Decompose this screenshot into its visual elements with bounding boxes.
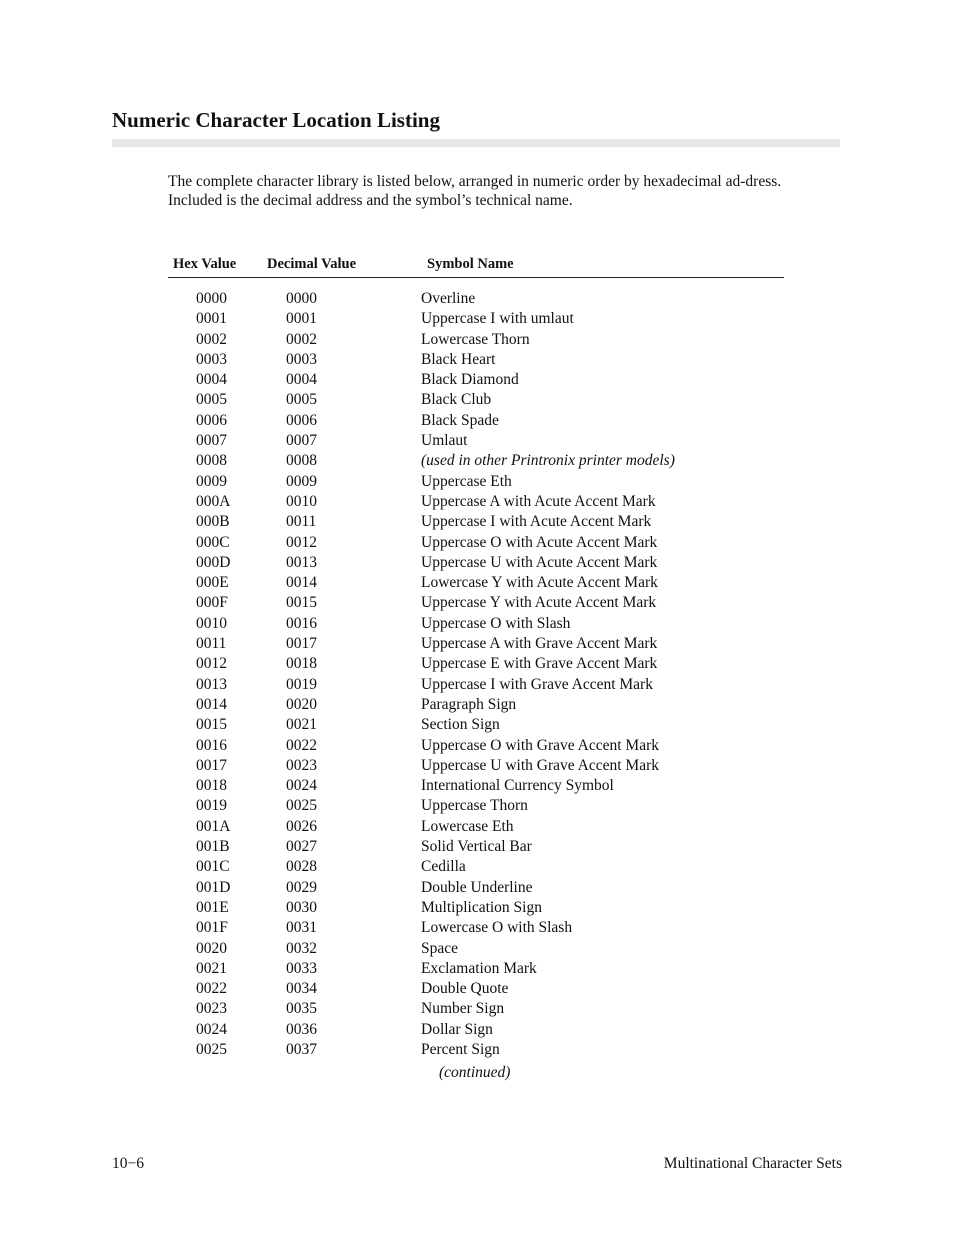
table-row [168,999,784,1019]
symbol-name-cell: Lowercase Thorn [421,330,530,348]
hex-value-cell: 0011 [196,635,227,653]
hex-value-cell: 0015 [196,716,227,734]
table-row [168,512,784,532]
decimal-value-cell: 0023 [286,756,317,774]
decimal-value-cell: 0010 [286,492,317,510]
decimal-value-cell: 0009 [286,472,317,490]
table-row [168,1040,784,1060]
hex-value-cell: 0020 [196,939,227,957]
table-row [168,573,784,593]
hex-value-cell: 0025 [196,1040,227,1058]
hex-value-cell: 0005 [196,391,227,409]
table-row [168,289,784,309]
hex-value-cell: 0006 [196,411,227,429]
decimal-value-cell: 0015 [286,594,317,612]
decimal-value-cell: 0036 [286,1020,317,1038]
page-number: 10−6 [112,1155,144,1172]
decimal-value-cell: 0022 [286,736,317,754]
character-table-body [168,289,784,1060]
intro-paragraph: The complete character library is listed below, arranged in numeric order by hexadecimal ad-dress. Included is the decimal address and the symbol’s technical name. [168,173,782,209]
table-row [168,979,784,999]
table-row [168,959,784,979]
hex-value-cell: 001D [196,878,231,896]
decimal-value-cell: 0000 [286,290,317,307]
decimal-value-cell: 0008 [286,452,317,470]
table-row [168,837,784,857]
hex-value-cell: 001C [196,858,230,876]
table-row [168,939,784,959]
hex-value-cell: 000B [196,513,230,531]
hex-value-cell: 0014 [196,695,227,713]
symbol-name-cell: Solid Vertical Bar [421,838,532,856]
hex-value-cell: 000D [196,553,231,571]
table-row [168,411,784,431]
table-row [168,817,784,837]
symbol-name-cell: Lowercase Y with Acute Accent Mark [421,574,658,592]
table-row [168,431,784,451]
table-row [168,878,784,898]
decimal-value-cell: 0021 [286,716,317,734]
hex-value-cell: 0023 [196,1000,227,1018]
hex-value-cell: 001A [196,817,231,835]
hex-value-cell: 0012 [196,655,227,673]
hex-value-cell: 0022 [196,980,227,998]
symbol-name-cell: Number Sign [421,1000,505,1018]
decimal-value-cell: 0025 [286,797,317,815]
table-row [168,614,784,634]
section-name: Multinational Character Sets [663,1155,842,1172]
table-row [168,492,784,512]
decimal-value-cell: 0013 [286,553,317,571]
table-row [168,370,784,390]
symbol-name-cell: Uppercase I with umlaut [421,310,574,328]
hex-value-cell: 0008 [196,452,227,470]
hex-value-cell: 0010 [196,614,227,632]
decimal-value-cell: 0029 [286,878,317,896]
hex-value-cell: 0007 [196,432,227,450]
hex-value-cell: 0009 [196,472,227,490]
symbol-name-cell: Uppercase U with Acute Accent Mark [421,553,658,571]
decimal-value-cell: 0018 [286,655,317,673]
table-row [168,472,784,492]
decimal-value-cell: 0011 [286,513,317,531]
table-row [168,675,784,695]
table-row [168,776,784,796]
hex-value-cell: 0013 [196,675,227,693]
symbol-name-cell: Dollar Sign [421,1020,493,1038]
table-row [168,350,784,370]
table-row [168,796,784,816]
symbol-name-cell: Paragraph Sign [421,695,517,713]
symbol-name-cell: Black Spade [421,411,499,429]
decimal-value-cell: 0017 [286,635,317,653]
symbol-name-cell: Double Quote [421,980,509,998]
header-decimal-value: Decimal Value [267,256,357,272]
symbol-name-cell: Uppercase U with Grave Accent Mark [421,756,660,774]
hex-value-cell: 0024 [196,1020,227,1038]
title-rule [112,139,840,147]
decimal-value-cell: 0028 [286,858,317,876]
decimal-value-cell: 0020 [286,695,317,713]
symbol-name-cell: Space [421,939,459,957]
decimal-value-cell: 0012 [286,533,317,551]
table-row [168,736,784,756]
symbol-name-cell: Percent Sign [421,1040,500,1058]
symbol-name-cell: Lowercase O with Slash [421,919,573,937]
hex-value-cell: 000A [196,492,231,510]
symbol-name-cell: Section Sign [421,716,500,734]
table-row [168,451,784,471]
symbol-name-cell: Cedilla [421,858,466,876]
hex-value-cell: 001F [196,919,228,937]
symbol-name-cell: (used in other Printronix printer models) [421,452,675,470]
decimal-value-cell: 0014 [286,574,317,592]
table-row [168,654,784,674]
table-row [168,634,784,654]
decimal-value-cell: 0037 [286,1040,317,1058]
decimal-value-cell: 0032 [286,939,317,957]
symbol-name-cell: Uppercase O with Acute Accent Mark [421,533,658,551]
decimal-value-cell: 0034 [286,980,317,998]
symbol-name-cell: Uppercase O with Slash [421,614,571,632]
table-row [168,898,784,918]
symbol-name-cell: Uppercase Eth [421,472,512,490]
symbol-name-cell: Double Underline [421,878,533,896]
table-header [168,256,784,278]
table-row [168,695,784,715]
hex-value-cell: 0016 [196,736,227,754]
decimal-value-cell: 0006 [286,411,317,429]
decimal-value-cell: 0024 [286,777,317,795]
decimal-value-cell: 0007 [286,432,317,450]
table-row [168,593,784,613]
table-row [168,918,784,938]
hex-value-cell: 000F [196,594,228,612]
hex-value-cell: 000E [196,574,229,592]
symbol-name-cell: Uppercase O with Grave Accent Mark [421,736,660,754]
table-row [168,756,784,776]
hex-value-cell: 001E [196,898,229,916]
symbol-name-cell: Umlaut [421,432,468,450]
table-row [168,857,784,877]
symbol-name-cell: Black Club [421,391,492,409]
symbol-name-cell: Lowercase Eth [421,817,514,835]
decimal-value-cell: 0002 [286,330,317,348]
hex-value-cell: 0003 [196,350,227,368]
decimal-value-cell: 0004 [286,371,317,389]
symbol-name-cell: Multiplication Sign [421,898,542,916]
page-title: Numeric Character Location Listing [112,108,440,132]
decimal-value-cell: 0016 [286,614,317,632]
symbol-name-cell: Exclamation Mark [421,959,537,977]
hex-value-cell: 0001 [196,310,227,328]
decimal-value-cell: 0031 [286,919,317,937]
decimal-value-cell: 0019 [286,675,317,693]
hex-value-cell: 0002 [196,330,227,348]
hex-value-cell: 0017 [196,756,227,774]
decimal-value-cell: 0026 [286,817,317,835]
hex-value-cell: 0021 [196,959,227,977]
hex-value-cell: 000C [196,533,230,551]
header-hex-value: Hex Value [173,256,237,272]
decimal-value-cell: 0030 [286,898,317,916]
symbol-name-cell: Uppercase A with Grave Accent Mark [421,635,658,653]
decimal-value-cell: 0005 [286,391,317,409]
hex-value-cell: 0018 [196,777,227,795]
decimal-value-cell: 0033 [286,959,317,977]
symbol-name-cell: Uppercase I with Acute Accent Mark [421,513,652,531]
symbol-name-cell: Uppercase Y with Acute Accent Mark [421,594,657,612]
table-row [168,553,784,573]
decimal-value-cell: 0003 [286,350,317,368]
decimal-value-cell: 0035 [286,1000,317,1018]
table-row [168,715,784,735]
symbol-name-cell: Black Heart [421,350,496,368]
header-symbol-name: Symbol Name [427,256,514,272]
hex-value-cell: 0000 [196,290,227,307]
table-row [168,309,784,329]
continued-note: (continued) [439,1064,511,1081]
table-row [168,1020,784,1040]
hex-value-cell: 0004 [196,371,227,389]
decimal-value-cell: 0027 [286,838,317,856]
symbol-name-cell: Black Diamond [421,371,519,389]
symbol-name-cell: Overline [421,290,476,307]
table-row [168,533,784,553]
hex-value-cell: 0019 [196,797,227,815]
decimal-value-cell: 0001 [286,310,317,328]
symbol-name-cell: Uppercase E with Grave Accent Mark [421,655,658,673]
symbol-name-cell: Uppercase Thorn [421,797,528,815]
symbol-name-cell: Uppercase A with Acute Accent Mark [421,492,656,510]
hex-value-cell: 001B [196,838,230,856]
table-row [168,390,784,410]
symbol-name-cell: International Currency Symbol [421,777,614,795]
table-row [168,330,784,350]
symbol-name-cell: Uppercase I with Grave Accent Mark [421,675,653,693]
